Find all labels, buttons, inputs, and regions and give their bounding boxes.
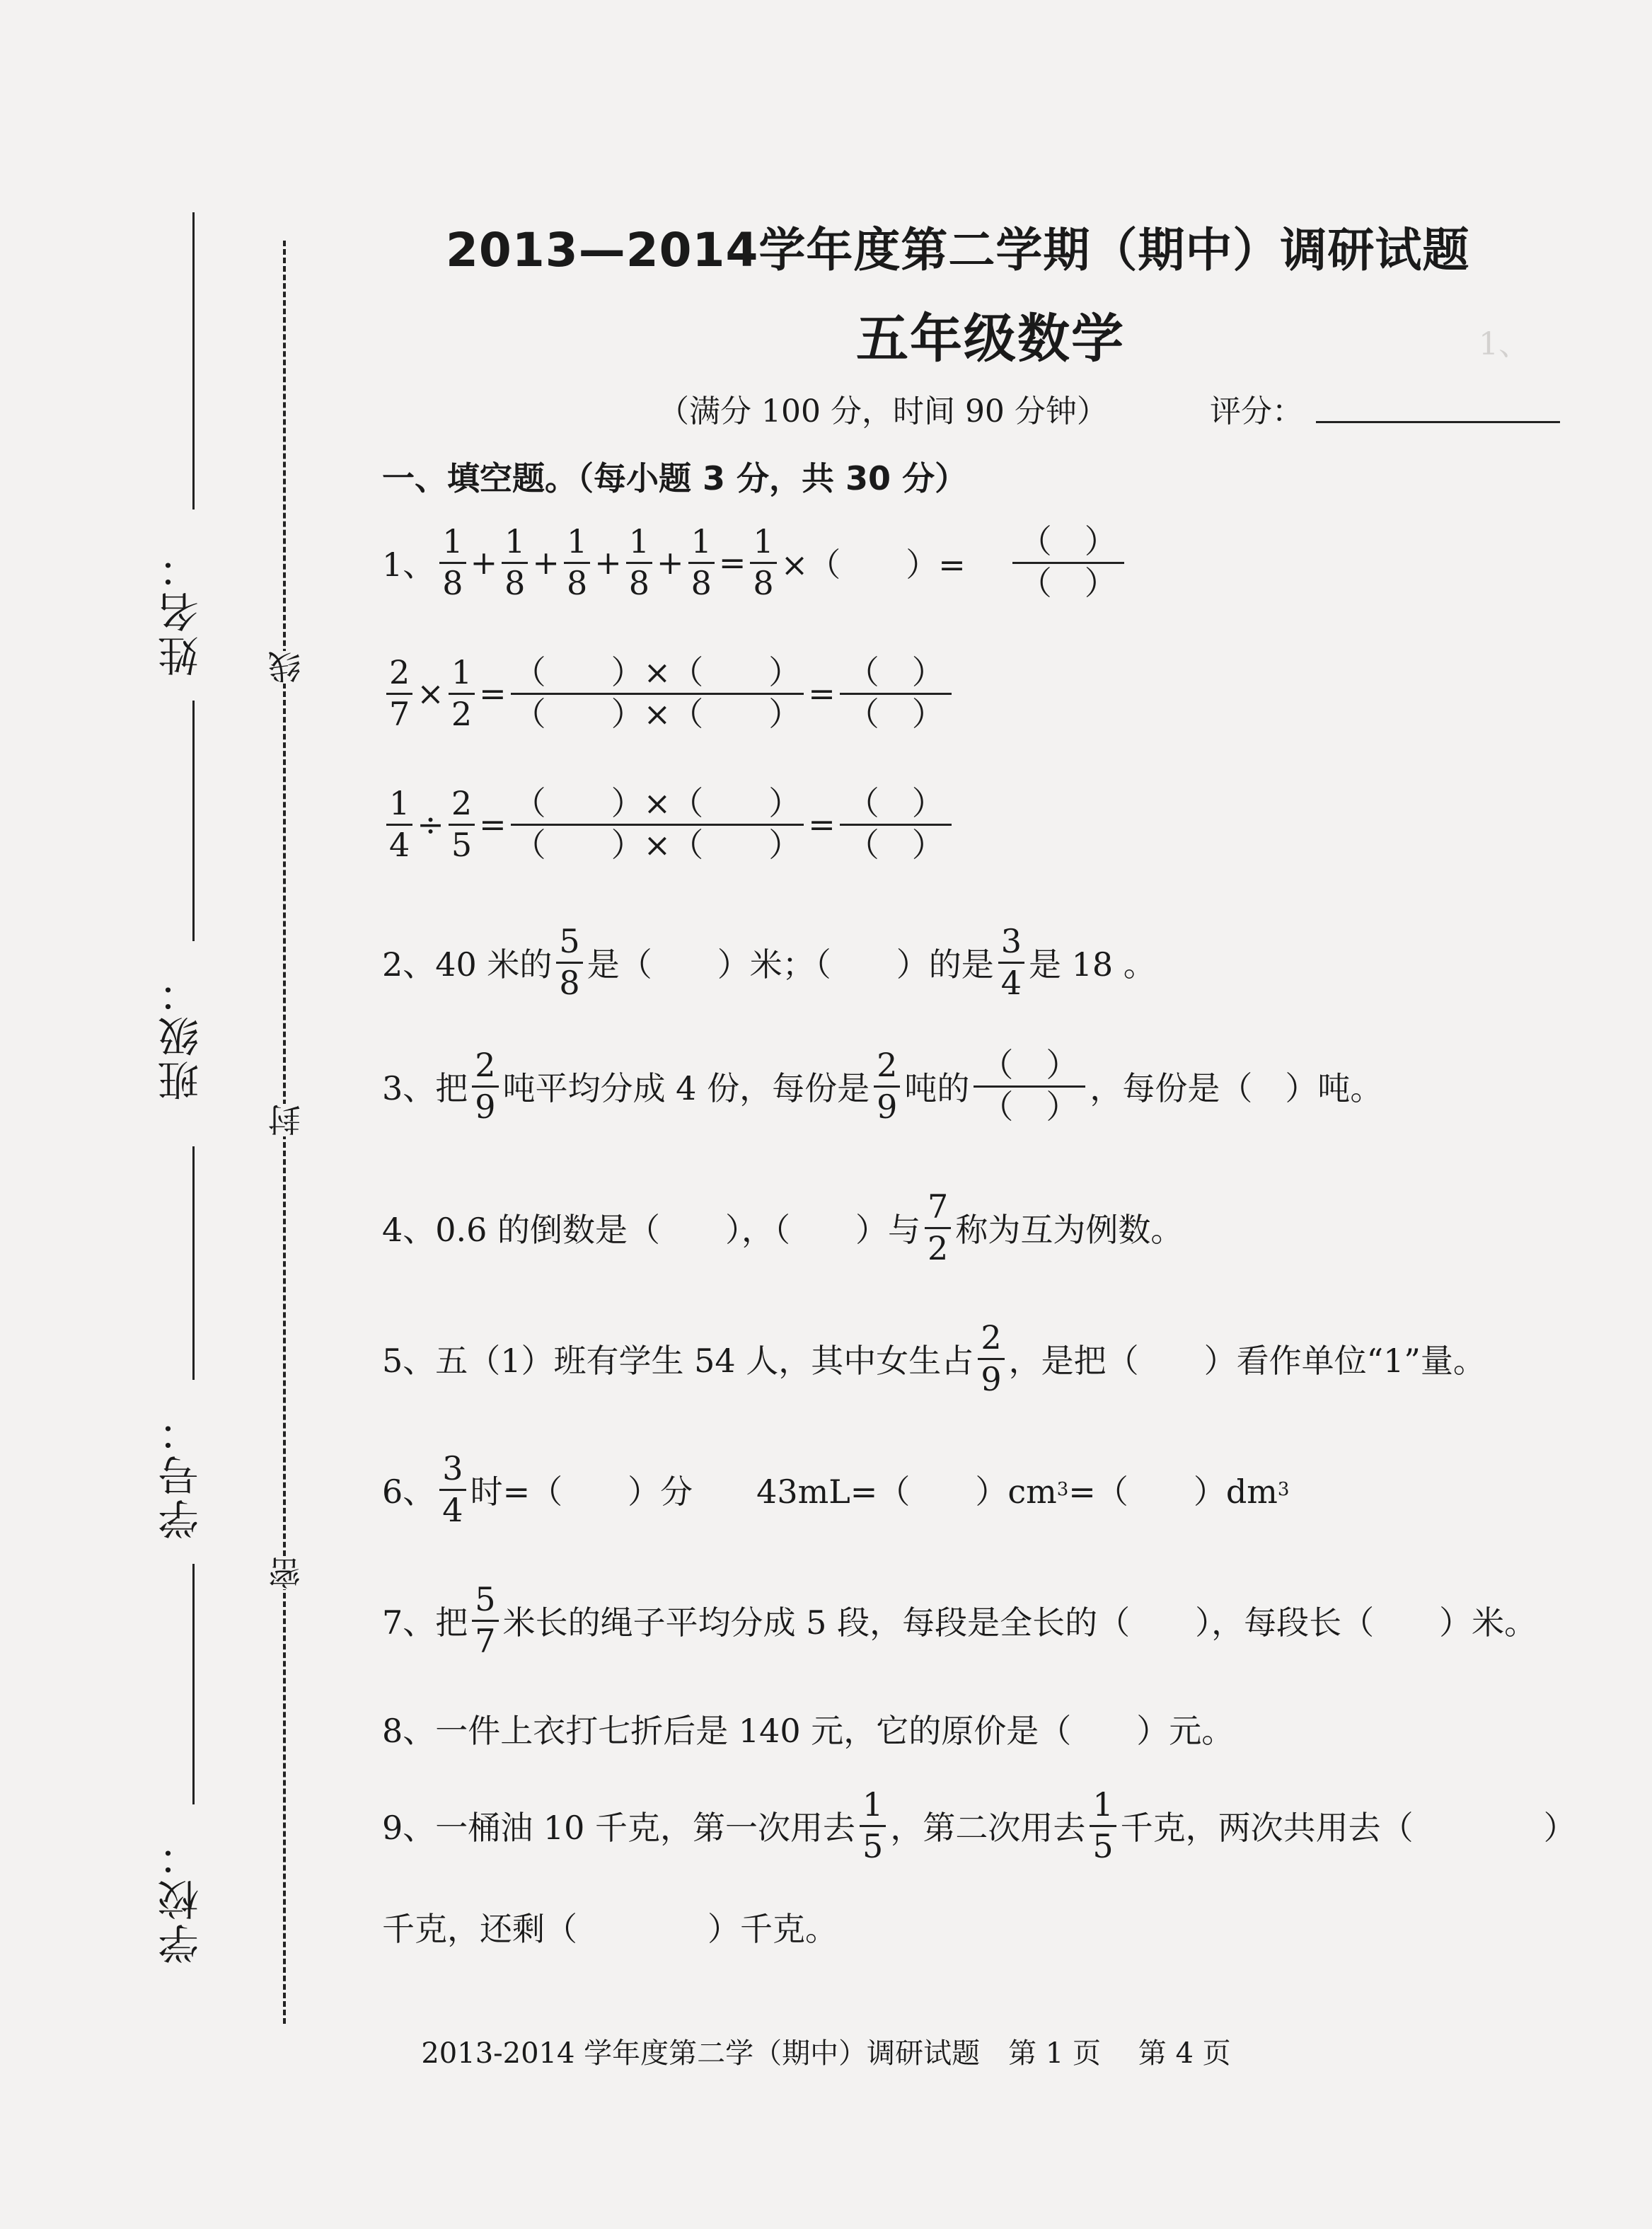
fraction-3-4: $\frac{3}{4}$ bbox=[439, 1451, 466, 1528]
question-7: 7、把 $\frac{5}{7}$ 米长的绳子平均分成 5 段，每段是全长的（ ），每段长（ ）米。 bbox=[382, 1580, 1537, 1660]
question-4: 4、0.6 的倒数是（ ），（ ）与 $\frac{7}{2}$ 称为互为例数。 bbox=[382, 1187, 1184, 1267]
fraction-1-8: $\frac{1}{8}$ bbox=[502, 524, 528, 601]
section-heading: 一、填空题。（每小题 3 分，共 30 分） bbox=[382, 459, 968, 497]
fraction-1-8: $\frac{1}{8}$ bbox=[439, 524, 466, 601]
q9-blank-used[interactable]: 千克，两次共用去（ ） bbox=[1120, 1809, 1576, 1848]
page-title: 2013—2014学年度第二学期（期中）调研试题 bbox=[446, 223, 1470, 277]
answer-fraction[interactable]: $\frac{( )}{( )}$ bbox=[974, 1047, 1085, 1125]
question-2: 2、40 米的 $\frac{5}{8}$ 是（ ）米；（ ）的是 $\frac{3}{4}$ 是 18 。 bbox=[382, 922, 1156, 1002]
fraction-5-7: $\frac{5}{7}$ bbox=[472, 1582, 498, 1659]
fraction-2-9: $\frac{2}{9}$ bbox=[978, 1320, 1004, 1398]
bleed-through-text: 1、 bbox=[1479, 326, 1530, 362]
answer-fraction[interactable]: $\frac{( )}{( )}$ bbox=[840, 655, 952, 732]
q6-blank-dm3[interactable]: =（ ）dm bbox=[1068, 1473, 1278, 1511]
fraction-7-2: $\frac{7}{2}$ bbox=[925, 1189, 951, 1267]
fraction-2-9: $\frac{2}{9}$ bbox=[472, 1047, 498, 1125]
q3-blank[interactable]: ，每份是（ ）吨。 bbox=[1090, 1069, 1383, 1108]
answer-product-fraction[interactable]: $\frac{( )\times( )}{( )\times( )}$ bbox=[511, 785, 804, 863]
fraction-1-8: $\frac{1}{8}$ bbox=[564, 524, 590, 601]
binding-char-xian: 线 bbox=[263, 651, 306, 684]
question-1-row-2: $\frac{2}{7}$ × $\frac{1}{2}$ = $\frac{( )\times( )}{( )\times( )}$ = $\frac{( )}{( )}$ bbox=[382, 655, 956, 732]
exam-meta: （满分 100 分，时间 90 分钟） bbox=[658, 393, 1108, 430]
q6-blank-minutes[interactable]: 时=（ ）分 bbox=[470, 1473, 693, 1511]
q1-number: 1、 bbox=[382, 546, 436, 584]
school-line bbox=[192, 1564, 195, 1804]
question-6: 6、 $\frac{3}{4}$ 时=（ ）分 43mL=（ ）cm 3 =（ ）dm 3 bbox=[382, 1449, 1290, 1529]
question-9: 9、一桶油 10 千克，第一次用去 $\frac{1}{5}$ ，第二次用去 $\frac{1}{5}$ 千克，两次共用去（ ） bbox=[382, 1785, 1576, 1865]
fraction-1-8: $\frac{1}{8}$ bbox=[750, 524, 776, 601]
q5-blank[interactable]: ，是把（ ）看作单位“1”量。 bbox=[1008, 1342, 1486, 1381]
q7-blanks[interactable]: 米长的绳子平均分成 5 段，每段是全长的（ ），每段长（ ）米。 bbox=[502, 1603, 1537, 1642]
answer-product-fraction[interactable]: $\frac{( )\times( )}{( )\times( )}$ bbox=[511, 655, 804, 732]
fraction-1-5: $\frac{1}{5}$ bbox=[1090, 1787, 1116, 1865]
school-label: 学校： bbox=[158, 1833, 206, 1964]
answer-fraction[interactable]: $\frac{( )}{( )}$ bbox=[840, 785, 952, 863]
binding-char-feng: 封 bbox=[263, 1104, 306, 1136]
number-line bbox=[192, 1146, 195, 1380]
q2-blanks[interactable]: 是（ ）米；（ ）的是 bbox=[587, 945, 994, 984]
question-5: 5、五（1）班有学生 54 人，其中女生占 $\frac{2}{9}$ ，是把（ ）看作单位“1”量。 bbox=[382, 1318, 1486, 1398]
question-1-row-1: 1、 $\frac{1}{8}$ + $\frac{1}{8}$ + $\frac{1}{8}$ + $\frac{1}{8}$ + $\frac{1}{8}$ = $\frac{1}{8}$ ×（ ）= $\frac{( )}{( )}$ bbox=[382, 524, 1128, 601]
fraction-2-7: $\frac{2}{7}$ bbox=[386, 655, 412, 732]
page-footer: 2013-2014 学年度第二学（期中）调研试题 第 1 页 第 4 页 bbox=[421, 2037, 1231, 2070]
score-field[interactable] bbox=[1316, 421, 1560, 423]
fraction-5-8: $\frac{5}{8}$ bbox=[556, 923, 582, 1001]
fraction-1-4: $\frac{1}{4}$ bbox=[386, 785, 412, 863]
q1-blank-tail[interactable]: ×（ ）= bbox=[780, 546, 966, 584]
question-9-line-2[interactable]: 千克，还剩（ ）千克。 bbox=[382, 1910, 838, 1948]
answer-fraction[interactable]: $\frac{( )}{( )}$ bbox=[1012, 524, 1124, 601]
question-3: 3、把 $\frac{2}{9}$ 吨平均分成 4 份，每份是 $\frac{2}{9}$ 吨的 $\frac{( )}{( )}$ ，每份是（ ）吨。 bbox=[382, 1046, 1383, 1126]
q6-blank-cm3[interactable]: 43mL=（ ）cm bbox=[756, 1473, 1057, 1511]
fraction-2-9: $\frac{2}{9}$ bbox=[874, 1047, 900, 1125]
fraction-1-5: $\frac{1}{5}$ bbox=[860, 1787, 886, 1865]
question-1-row-3: $\frac{1}{4}$ ÷ $\frac{2}{5}$ = $\frac{( )\times( )}{( )\times( )}$ = $\frac{( )}{( )}$ bbox=[382, 785, 956, 863]
class-line bbox=[192, 701, 195, 941]
q4-blanks[interactable]: 4、0.6 的倒数是（ ），（ ）与 bbox=[382, 1211, 921, 1250]
number-label: 学号： bbox=[158, 1408, 206, 1540]
question-8[interactable]: 8、一件上衣打七折后是 140 元，它的原价是（ ）元。 bbox=[382, 1712, 1235, 1750]
fraction-1-8: $\frac{1}{8}$ bbox=[626, 524, 652, 601]
class-label: 班级： bbox=[158, 969, 206, 1101]
page-subtitle: 五年级数学 bbox=[856, 309, 1125, 369]
fraction-3-4: $\frac{3}{4}$ bbox=[998, 923, 1024, 1001]
fraction-1-8: $\frac{1}{8}$ bbox=[688, 524, 715, 601]
fraction-2-5: $\frac{2}{5}$ bbox=[449, 785, 475, 863]
score-label: 评分： bbox=[1210, 393, 1303, 430]
binding-char-mi: 密 bbox=[263, 1557, 306, 1589]
name-line bbox=[192, 212, 195, 509]
fraction-1-2: $\frac{1}{2}$ bbox=[449, 655, 475, 732]
name-label: 姓名： bbox=[158, 545, 206, 676]
